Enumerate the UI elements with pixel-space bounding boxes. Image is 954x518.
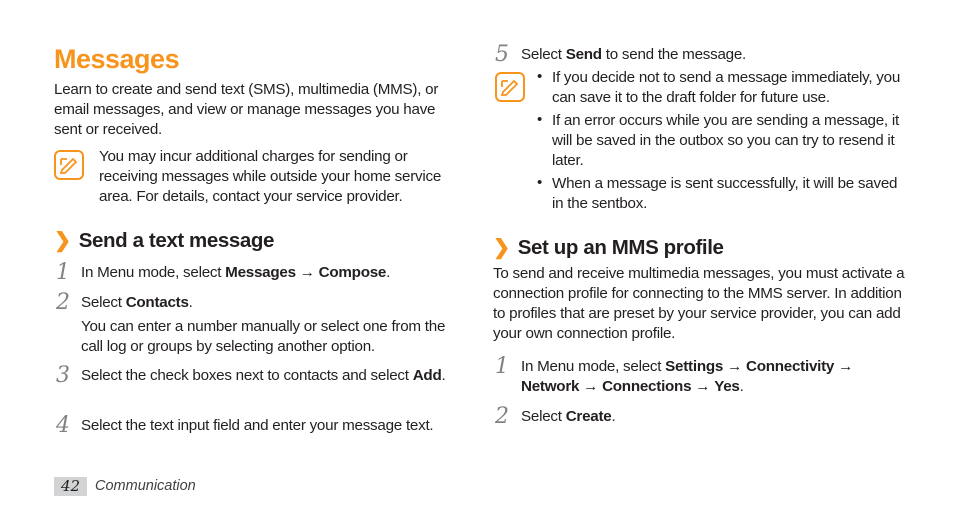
page-number: 42: [54, 477, 87, 496]
note-bullet: • If you decide not to send a message immediately, you can save it to the draft folder for future use.: [537, 68, 901, 106]
step-number: 1: [56, 260, 70, 285]
page-title: Messages: [54, 44, 180, 74]
intro-paragraph: Learn to create and send text (SMS), multimedia (MMS), or email messages, and view or manage messages you have sent or received.: [54, 81, 439, 138]
section-title: Set up an MMS profile: [517, 236, 724, 259]
note-bullet: • When a message is sent successfully, it will be saved in the sentbox.: [537, 174, 898, 212]
note-bullet: • If an error occurs while you are sending a message, it will be saved in the outbox so you can try to resend it later.: [537, 111, 899, 169]
step-text: Select Create.: [521, 408, 616, 425]
note-pencil-icon: [495, 72, 525, 102]
step-text: Select the text input field and enter your message text.: [81, 417, 434, 434]
step-subtext: You can enter a number manually or select one from the call log or groups by selecting another option.: [81, 318, 446, 355]
step-text: In Menu mode, select Settings → Connectivity → Network → Connections → Yes.: [521, 358, 854, 395]
section-heading-mms-profile: [493, 235, 724, 260]
step-text: In Menu mode, select Messages → Compose.: [81, 264, 391, 281]
step-number: 1: [495, 354, 509, 379]
step-number: 2: [495, 404, 509, 429]
chevron-right-icon: ❯: [54, 229, 71, 252]
step-number: 5: [495, 42, 509, 67]
mms-intro-paragraph: To send and receive multimedia messages, you must activate a connection profile for connecting to the MMS server. In addition to profiles that are preset by your service provider, you can add your own connection profile.: [493, 265, 905, 342]
section-heading-send-text: [54, 228, 274, 253]
step-number: 3: [56, 363, 70, 388]
step-number: 2: [56, 290, 70, 315]
note-text: You may incur additional charges for sending or receiving messages while outside your home service area. For details, contact your service provider.: [99, 148, 442, 205]
step-number: 4: [56, 413, 70, 438]
chapter-label: Communication: [95, 478, 196, 494]
step-text: Select the check boxes next to contacts and select Add.: [81, 367, 446, 384]
step-text: Select Contacts.: [81, 294, 193, 311]
note-pencil-icon: [54, 150, 84, 180]
step-text: Select Send to send the message.: [521, 46, 747, 63]
chevron-right-icon: ❯: [493, 236, 510, 259]
section-title: Send a text message: [78, 229, 274, 252]
